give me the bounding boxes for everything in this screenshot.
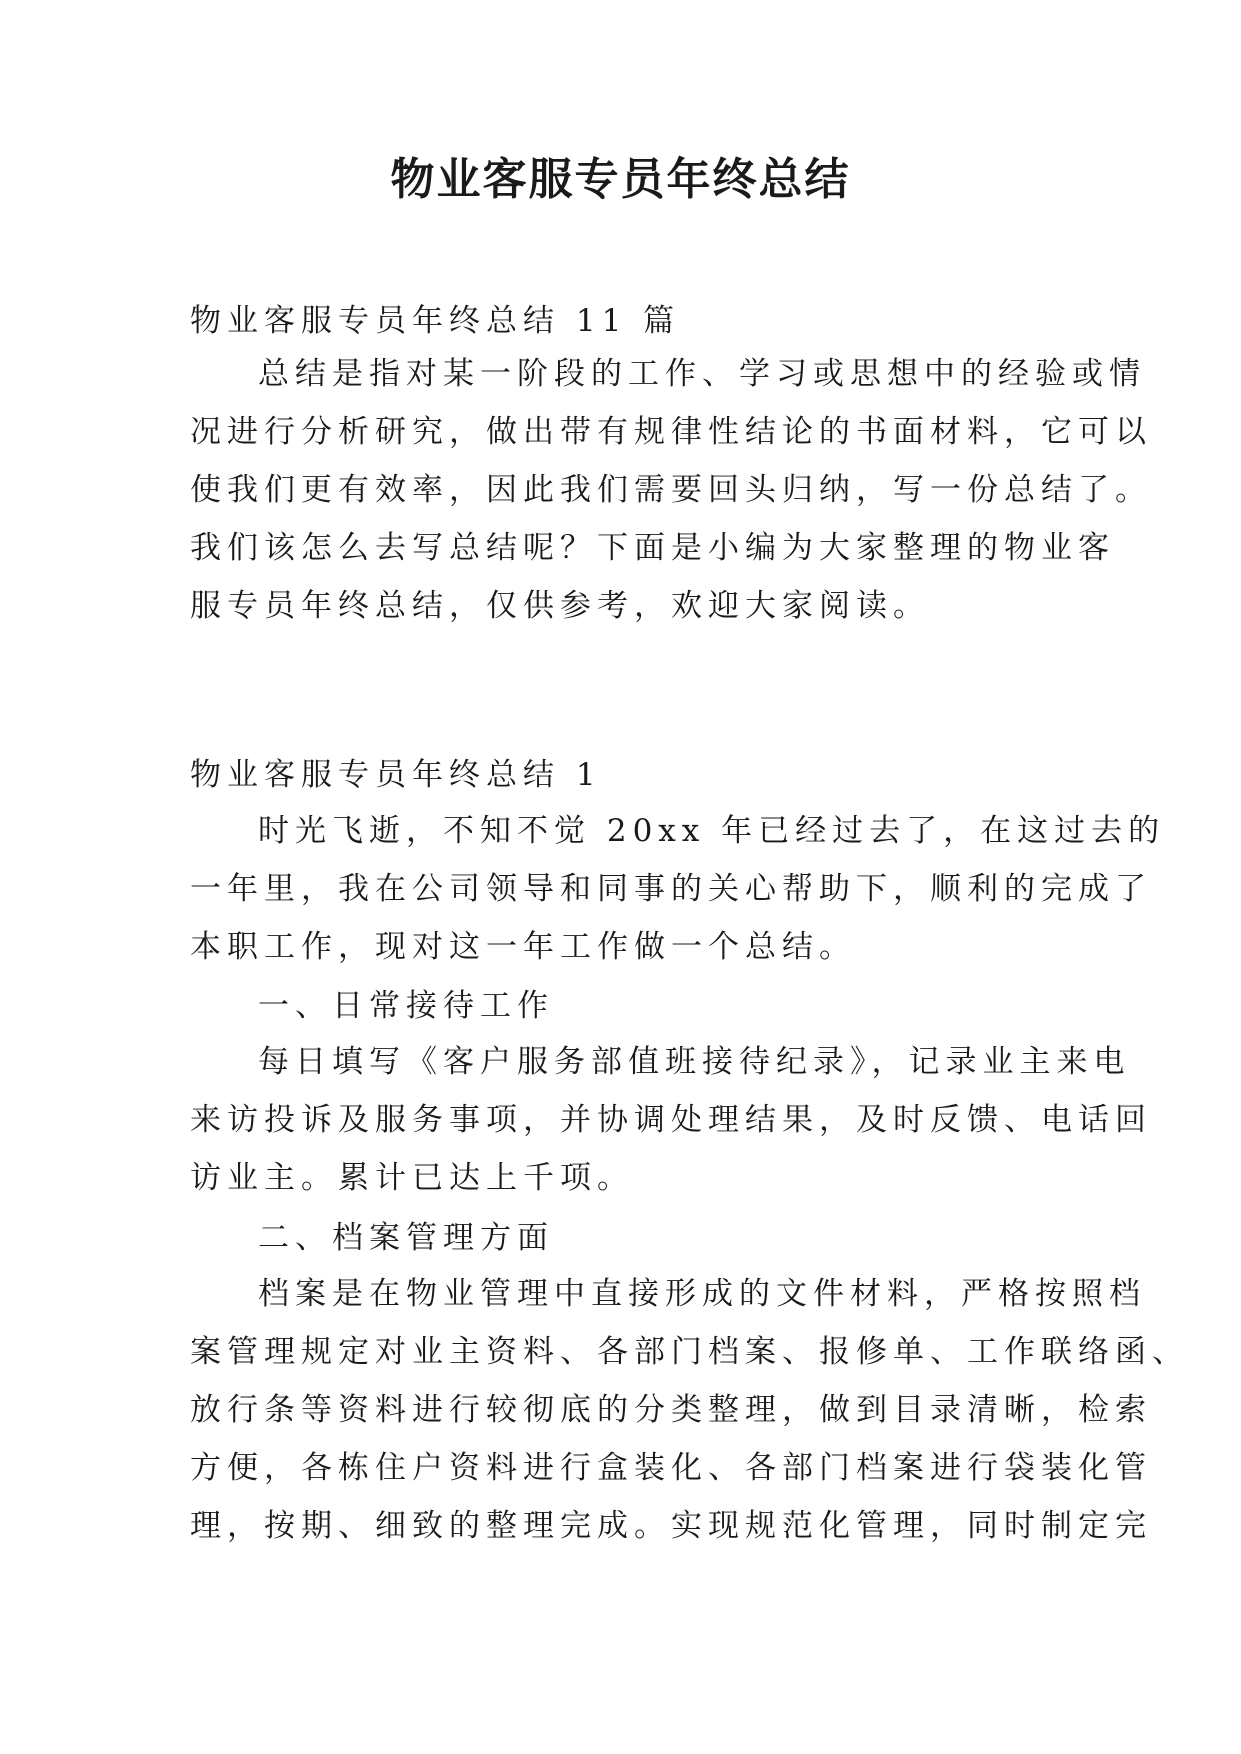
section-title-text: 物业客服专员年终总结 1 bbox=[190, 757, 602, 793]
paragraph-line: 使我们更有效率，因此我们需要回头归纳，写一份总结了。 bbox=[190, 472, 1152, 508]
paragraph-line: 档案是在物业管理中直接形成的文件材料，严格按照档 bbox=[258, 1276, 1146, 1312]
paragraph-line: 服专员年终总结，仅供参考，欢迎大家阅读。 bbox=[190, 588, 930, 624]
subheading-text: 二、档案管理方面 bbox=[258, 1220, 554, 1256]
paragraph-line: 时光飞逝，不知不觉 20xx 年已经过去了，在这过去的 bbox=[258, 813, 1166, 849]
series-subtitle-text: 物业客服专员年终总结 11 篇 bbox=[190, 303, 681, 339]
paragraph-line: 案管理规定对业主资料、各部门档案、报修单、工作联络函、 bbox=[190, 1334, 1189, 1370]
paragraph-line: 总结是指对某一阶段的工作、学习或思想中的经验或情 bbox=[258, 356, 1146, 392]
paragraph-line: 我们该怎么去写总结呢？下面是小编为大家整理的物业客 bbox=[190, 530, 1115, 566]
subheading-text: 一、日常接待工作 bbox=[258, 988, 554, 1024]
section-title bbox=[190, 746, 1070, 804]
paragraph-line: 方便，各栋住户资料进行盒装化、各部门档案进行袋装化管 bbox=[190, 1450, 1152, 1486]
paragraph-line: 本职工作，现对这一年工作做一个总结。 bbox=[190, 929, 856, 965]
paragraph-line: 来访投诉及服务事项，并协调处理结果，及时反馈、电话回 bbox=[190, 1102, 1152, 1138]
section-paragraph bbox=[190, 802, 1166, 976]
paragraph-archive-management bbox=[190, 1265, 1189, 1555]
paragraph-daily-reception bbox=[190, 1033, 1152, 1207]
paragraph-line: 访业主。累计已达上千项。 bbox=[190, 1160, 634, 1196]
intro-paragraph bbox=[190, 345, 1152, 635]
subheading-archive-management bbox=[190, 1209, 1070, 1267]
paragraph-line: 理，按期、细致的整理完成。实现规范化管理，同时制定完 bbox=[190, 1508, 1152, 1544]
series-subtitle bbox=[190, 292, 1070, 350]
paragraph-line: 况进行分析研究，做出带有规律性结论的书面材料，它可以 bbox=[190, 414, 1152, 450]
document-title: 物业客服专员年终总结 bbox=[390, 154, 851, 205]
paragraph-line: 一年里，我在公司领导和同事的关心帮助下，顺利的完成了 bbox=[190, 871, 1152, 907]
paragraph-line: 每日填写《客户服务部值班接待纪录》，记录业主来电 bbox=[258, 1044, 1131, 1080]
paragraph-line: 放行条等资料进行较彻底的分类整理，做到目录清晰，检索 bbox=[190, 1392, 1152, 1428]
subheading-daily-reception bbox=[190, 977, 1070, 1035]
